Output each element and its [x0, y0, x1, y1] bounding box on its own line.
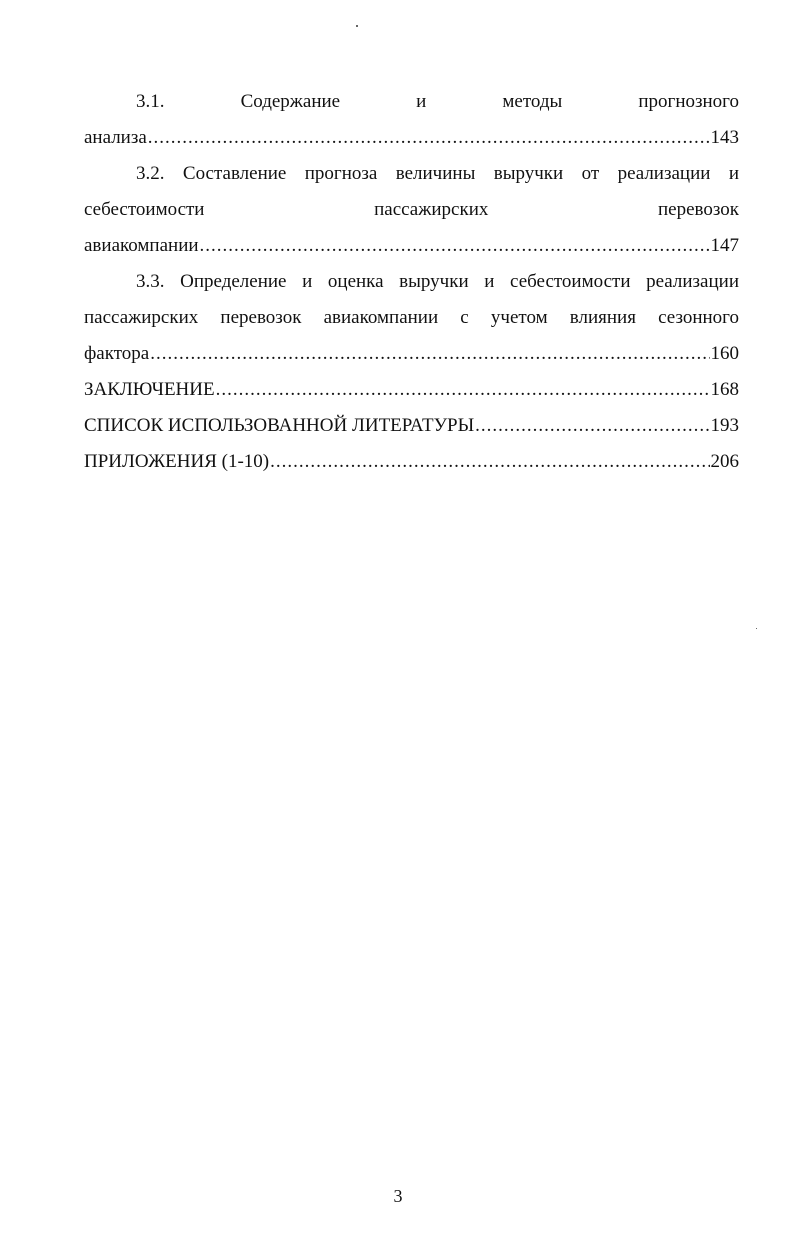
toc-entry-title: 3.3. Определение и оценка выручки и себестоимости реализации [136, 271, 739, 292]
page-number: 3 [393, 1186, 403, 1206]
dot-leader [270, 444, 709, 480]
toc-entry-3-3[interactable] [84, 264, 739, 372]
scan-speck [356, 25, 358, 27]
dot-leader [150, 336, 709, 372]
toc-page-number: 143 [710, 127, 739, 148]
toc-page-number: 168 [710, 379, 739, 400]
dot-leader [148, 120, 710, 156]
toc-page-number: 193 [710, 415, 739, 436]
dot-leader [216, 372, 710, 408]
toc-entry-conclusion[interactable] [84, 372, 739, 408]
toc-entry-title: ПРИЛОЖЕНИЯ (1-10) [84, 451, 270, 472]
toc-leader-line [84, 336, 739, 372]
toc-entry-title-cont: пассажирских перевозок авиакомпании с учетом влияния сезонного [84, 307, 739, 328]
toc-entry-references[interactable] [84, 408, 739, 444]
toc-page-number: 206 [710, 451, 739, 472]
toc-page-number: 160 [710, 343, 739, 364]
table-of-contents [84, 84, 739, 480]
toc-entry-title-end: авиакомпании [84, 235, 199, 256]
toc-entry-appendices[interactable] [84, 444, 739, 480]
dot-leader [200, 228, 710, 264]
toc-entry-title-end: фактора [84, 343, 150, 364]
toc-entry-title-cont: себестоимости пассажирских перевозок [84, 199, 739, 220]
toc-entry-title: ЗАКЛЮЧЕНИЕ [84, 379, 215, 400]
toc-entry-title: 3.2. Составление прогноза величины выручки от реализации и [136, 163, 739, 184]
toc-entry-3-1[interactable] [84, 84, 739, 156]
toc-entry-title-end: анализа [84, 127, 147, 148]
toc-leader-line [84, 120, 739, 156]
toc-page-number: 147 [710, 235, 739, 256]
toc-leader-line [84, 228, 739, 264]
scan-speck [756, 628, 757, 629]
toc-entry-title: СПИСОК ИСПОЛЬЗОВАННОЙ ЛИТЕРАТУРЫ [84, 415, 475, 436]
dot-leader [475, 408, 709, 444]
toc-entry-3-2[interactable] [84, 156, 739, 264]
toc-entry-title: 3.1. Содержание и методы прогнозного [136, 91, 739, 112]
